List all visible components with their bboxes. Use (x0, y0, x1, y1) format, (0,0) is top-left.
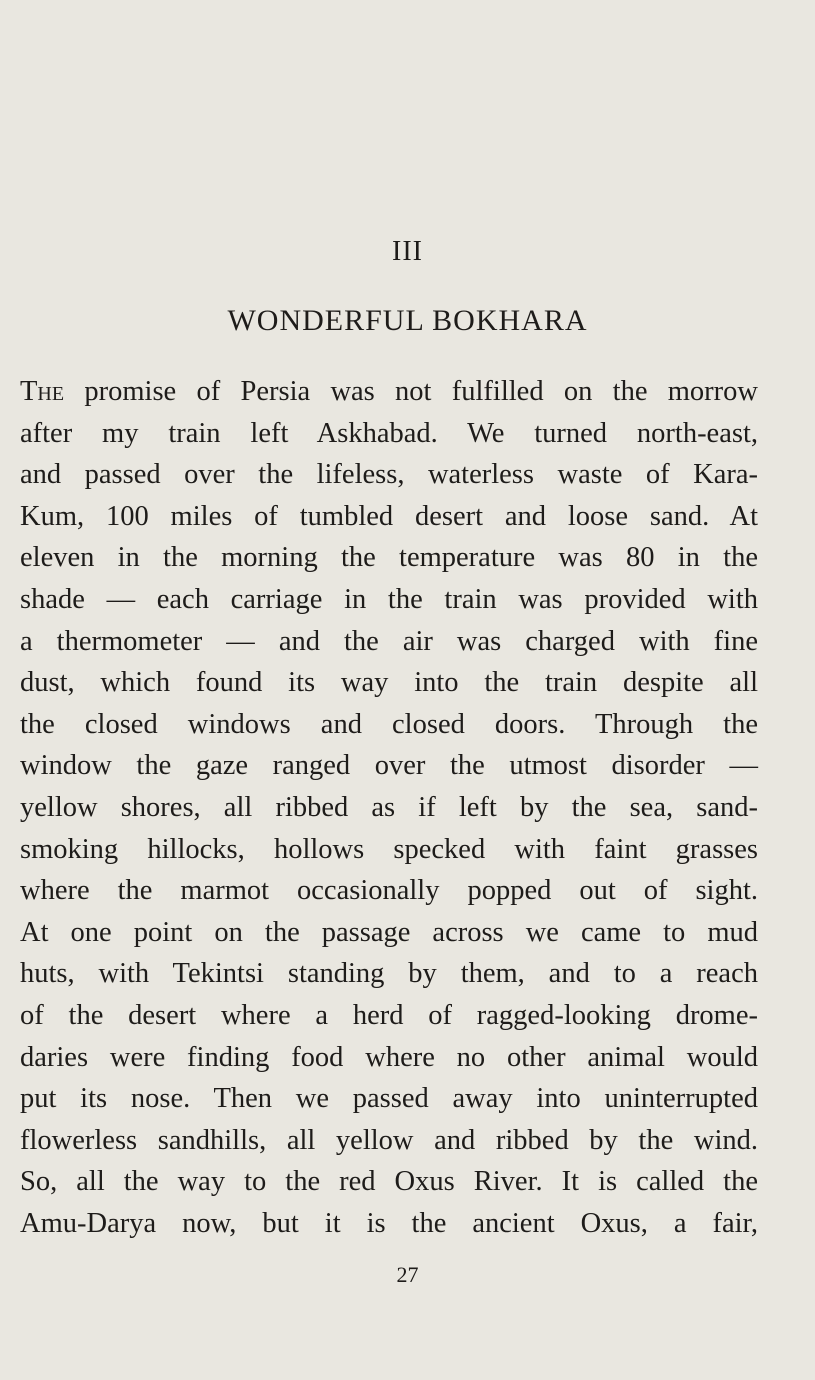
text-line-21: Amu-Darya now, but it is the ancient Oxus, a fair, (20, 1207, 758, 1239)
text-line-4: Kum, 100 miles of tumbled desert and loose sand. At (20, 500, 758, 532)
text-line-2: after my train left Askhabad. We turned north-east, (20, 417, 758, 449)
first-word: The (20, 376, 65, 407)
text-line-11: yellow shores, all ribbed as if left by the sea, sand- (20, 791, 758, 823)
body-text (20, 371, 758, 1244)
text-line-12: smoking hillocks, hollows specked with faint grasses (20, 833, 758, 865)
text-line-1 (20, 371, 758, 413)
text-line-18: put its nose. Then we passed away into uninterrupted (20, 1083, 758, 1115)
text-line-10: window the gaze ranged over the utmost disorder — (20, 750, 758, 782)
chapter-number: III (392, 236, 423, 267)
text-line-8: dust, which found its way into the train despite all (20, 667, 758, 699)
text-line-19: flowerless sandhills, all yellow and ribbed by the wind. (20, 1124, 758, 1156)
text-line-7: a thermometer — and the air was charged with fine (20, 625, 758, 657)
text-line-14: At one point on the passage across we came to mud (20, 916, 758, 948)
text-line-16: of the desert where a herd of ragged-looking drome- (20, 999, 758, 1031)
text-line-9: the closed windows and closed doors. Through the (20, 708, 758, 740)
text-line-17: daries were finding food where no other animal would (20, 1041, 758, 1073)
text-line-20: So, all the way to the red Oxus River. It is called the (20, 1166, 758, 1198)
text-line-3: and passed over the lifeless, waterless waste of Kara- (20, 459, 758, 491)
text-line-5: eleven in the morning the temperature was 80 in the (20, 542, 758, 574)
chapter-title: WONDERFUL BOKHARA (227, 304, 588, 337)
text-line-13: where the marmot occasionally popped out of sight. (20, 875, 758, 907)
text-line-15: huts, with Tekintsi standing by them, and to a reach (20, 958, 758, 990)
text-line-6: shade — each carriage in the train was provided with (20, 583, 758, 615)
page-number: 27 (396, 1262, 419, 1287)
line-1-rest: promise of Persia was not fulfilled on the morrow (64, 376, 758, 407)
